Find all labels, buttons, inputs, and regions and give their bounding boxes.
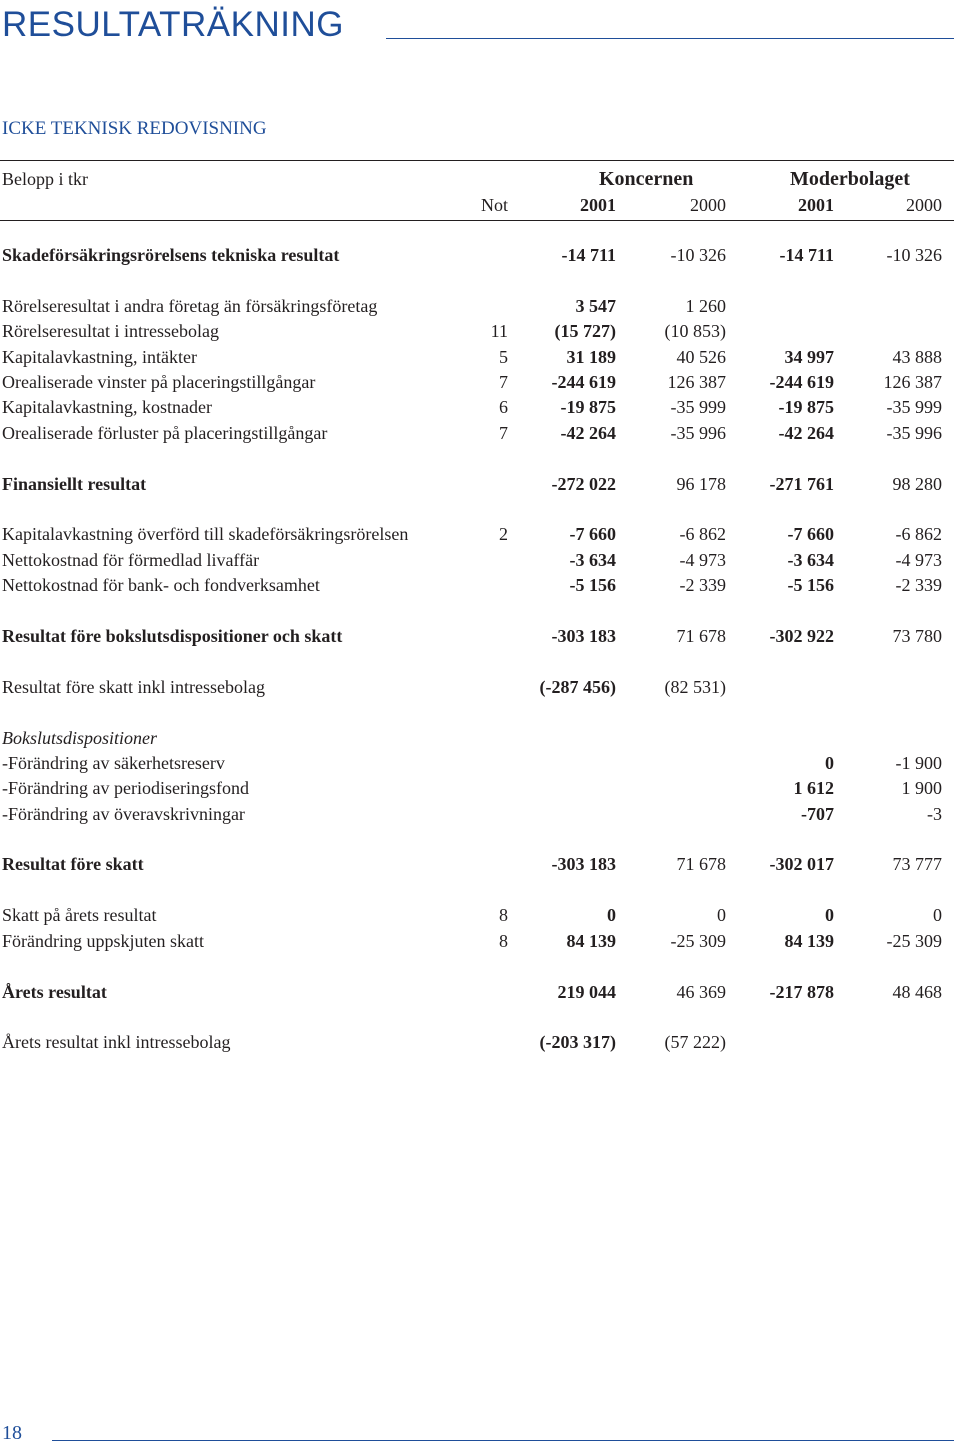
value-moderbolaget-2001: 0 xyxy=(825,753,834,773)
value-moderbolaget-2001: -707 xyxy=(801,804,834,824)
row-label: Nettokostnad för förmedlad livaffär xyxy=(2,550,260,570)
row-note: 11 xyxy=(490,321,508,341)
table-row xyxy=(0,396,954,418)
value-koncernen-2000: 0 xyxy=(717,905,726,925)
value-koncernen-2001: -19 875 xyxy=(560,397,616,417)
row-label: Årets resultat xyxy=(2,982,107,1002)
value-koncernen-2000: 46 369 xyxy=(676,982,726,1002)
value-moderbolaget-2001: -217 878 xyxy=(769,982,834,1002)
table-row xyxy=(0,371,954,393)
row-note: 8 xyxy=(499,931,508,951)
row-label: Resultat före skatt xyxy=(2,854,144,874)
table-row xyxy=(0,574,954,596)
value-koncernen-2000: -35 999 xyxy=(670,397,726,417)
table-row xyxy=(0,320,954,342)
row-label: Årets resultat inkl intressebolag xyxy=(2,1032,231,1052)
row-label: Förändring uppskjuten skatt xyxy=(2,931,204,951)
value-moderbolaget-2000: 98 280 xyxy=(892,474,942,494)
group-header-moderbolaget: Moderbolaget xyxy=(790,168,910,190)
value-moderbolaget-2000: -6 862 xyxy=(895,524,942,544)
value-moderbolaget-2000: 73 780 xyxy=(892,626,942,646)
table-row xyxy=(0,244,954,266)
header-bottom-rule xyxy=(0,220,954,221)
row-label: Finansiellt resultat xyxy=(2,474,147,494)
value-moderbolaget-2000: 1 900 xyxy=(901,778,942,798)
table-row xyxy=(0,853,954,875)
row-note: 7 xyxy=(499,372,508,392)
row-label: Rörelseresultat i andra företag än försäkringsföretag xyxy=(2,296,378,316)
value-moderbolaget-2000: 0 xyxy=(933,905,942,925)
value-koncernen-2001: (15 727) xyxy=(554,321,616,341)
row-label: Resultat före skatt inkl intressebolag xyxy=(2,677,265,697)
row-label: Rörelseresultat i intressebolag xyxy=(2,321,219,341)
row-label: Kapitalavkastning överförd till skadeförsäkringsrörelsen xyxy=(2,524,409,544)
year-header-m2001: 2001 xyxy=(798,195,834,215)
table-row xyxy=(0,523,954,545)
group-header-koncernen: Koncernen xyxy=(599,168,694,190)
title-rule xyxy=(386,38,954,39)
value-moderbolaget-2000: -2 339 xyxy=(895,575,942,595)
unit-label: Belopp i tkr xyxy=(2,169,88,189)
value-koncernen-2000: 40 526 xyxy=(676,347,726,367)
value-koncernen-2001: 31 189 xyxy=(566,347,616,367)
footer-rule xyxy=(52,1440,954,1441)
row-note: 7 xyxy=(499,423,508,443)
page-number: 18 xyxy=(2,1422,22,1444)
value-koncernen-2000: -10 326 xyxy=(670,245,726,265)
value-koncernen-2001: -303 183 xyxy=(551,854,616,874)
table-row xyxy=(0,777,954,799)
value-koncernen-2000: (10 853) xyxy=(664,321,726,341)
value-moderbolaget-2000: -35 999 xyxy=(886,397,942,417)
value-koncernen-2001: 219 044 xyxy=(557,982,616,1002)
row-label: -Förändring av periodiseringsfond xyxy=(2,778,249,798)
year-header-k2000: 2000 xyxy=(690,195,726,215)
value-koncernen-2000: -4 973 xyxy=(679,550,726,570)
value-koncernen-2001: -42 264 xyxy=(560,423,616,443)
table-row xyxy=(0,346,954,368)
value-koncernen-2001: 3 547 xyxy=(575,296,616,316)
table-row xyxy=(0,1031,954,1053)
value-moderbolaget-2000: -4 973 xyxy=(895,550,942,570)
value-koncernen-2001: (-203 317) xyxy=(539,1032,616,1052)
value-koncernen-2001: -14 711 xyxy=(561,245,616,265)
row-label: Kapitalavkastning, intäkter xyxy=(2,347,197,367)
value-moderbolaget-2000: 73 777 xyxy=(892,854,942,874)
table-row xyxy=(0,981,954,1003)
value-moderbolaget-2000: -3 xyxy=(927,804,942,824)
note-header: Not xyxy=(481,195,508,215)
value-koncernen-2001: -244 619 xyxy=(551,372,616,392)
row-label: Nettokostnad för bank- och fondverksamhet xyxy=(2,575,320,595)
value-koncernen-2000: 71 678 xyxy=(676,626,726,646)
value-moderbolaget-2000: -25 309 xyxy=(886,931,942,951)
value-koncernen-2001: -3 634 xyxy=(569,550,616,570)
row-label: -Förändring av säkerhetsreserv xyxy=(2,753,225,773)
table-row xyxy=(0,752,954,774)
value-moderbolaget-2001: -42 264 xyxy=(778,423,834,443)
row-label: Kapitalavkastning, kostnader xyxy=(2,397,212,417)
section-title: ICKE TEKNISK REDOVISNING xyxy=(2,118,267,139)
value-koncernen-2000: 126 387 xyxy=(667,372,726,392)
value-moderbolaget-2001: -302 017 xyxy=(769,854,834,874)
year-header-m2000: 2000 xyxy=(906,195,942,215)
value-moderbolaget-2001: -271 761 xyxy=(769,474,834,494)
table-row xyxy=(0,549,954,571)
table-row xyxy=(0,930,954,952)
table-row xyxy=(0,676,954,698)
row-note: 8 xyxy=(499,905,508,925)
value-moderbolaget-2000: -35 996 xyxy=(886,423,942,443)
value-koncernen-2001: -272 022 xyxy=(551,474,616,494)
value-moderbolaget-2000: -10 326 xyxy=(886,245,942,265)
header-top-rule xyxy=(0,160,954,161)
row-label: Resultat före bokslutsdispositioner och skatt xyxy=(2,626,343,646)
value-moderbolaget-2001: -3 634 xyxy=(787,550,834,570)
value-koncernen-2001: 0 xyxy=(607,905,616,925)
value-koncernen-2000: 1 260 xyxy=(685,296,726,316)
value-moderbolaget-2001: -14 711 xyxy=(779,245,834,265)
value-koncernen-2000: -2 339 xyxy=(679,575,726,595)
value-moderbolaget-2001: -7 660 xyxy=(787,524,834,544)
value-moderbolaget-2001: 34 997 xyxy=(784,347,834,367)
row-label: Skadeförsäkringsrörelsens tekniska resultat xyxy=(2,245,340,265)
value-koncernen-2000: 71 678 xyxy=(676,854,726,874)
row-label: Skatt på årets resultat xyxy=(2,905,157,925)
row-label: Orealiserade vinster på placeringstillgångar xyxy=(2,372,316,392)
row-note: 2 xyxy=(499,524,508,544)
table-row xyxy=(0,295,954,317)
row-label: -Förändring av överavskrivningar xyxy=(2,804,245,824)
table-row xyxy=(0,473,954,495)
value-moderbolaget-2001: -302 922 xyxy=(769,626,834,646)
value-moderbolaget-2001: -244 619 xyxy=(769,372,834,392)
row-label: Bokslutsdispositioner xyxy=(2,728,158,748)
value-koncernen-2000: (82 531) xyxy=(664,677,726,697)
value-moderbolaget-2000: 43 888 xyxy=(892,347,942,367)
value-koncernen-2001: (-287 456) xyxy=(539,677,616,697)
value-moderbolaget-2000: -1 900 xyxy=(895,753,942,773)
value-moderbolaget-2000: 126 387 xyxy=(883,372,942,392)
row-label: Orealiserade förluster på placeringstillgångar xyxy=(2,423,328,443)
value-koncernen-2001: -303 183 xyxy=(551,626,616,646)
value-koncernen-2000: -25 309 xyxy=(670,931,726,951)
value-koncernen-2000: 96 178 xyxy=(676,474,726,494)
page-title: RESULTATRÄKNING xyxy=(2,5,344,44)
value-koncernen-2000: -35 996 xyxy=(670,423,726,443)
table-row xyxy=(0,422,954,444)
row-note: 5 xyxy=(499,347,508,367)
value-koncernen-2000: -6 862 xyxy=(679,524,726,544)
value-moderbolaget-2001: -5 156 xyxy=(787,575,834,595)
value-koncernen-2000: (57 222) xyxy=(664,1032,726,1052)
value-koncernen-2001: -5 156 xyxy=(569,575,616,595)
year-header-k2001: 2001 xyxy=(580,195,616,215)
value-koncernen-2001: -7 660 xyxy=(569,524,616,544)
table-row xyxy=(0,904,954,926)
table-row xyxy=(0,803,954,825)
value-koncernen-2001: 84 139 xyxy=(566,931,616,951)
value-moderbolaget-2000: 48 468 xyxy=(892,982,942,1002)
value-moderbolaget-2001: 84 139 xyxy=(784,931,834,951)
value-moderbolaget-2001: 1 612 xyxy=(793,778,834,798)
row-note: 6 xyxy=(499,397,508,417)
table-row xyxy=(0,727,954,749)
table-row xyxy=(0,625,954,647)
value-moderbolaget-2001: -19 875 xyxy=(778,397,834,417)
value-moderbolaget-2001: 0 xyxy=(825,905,834,925)
